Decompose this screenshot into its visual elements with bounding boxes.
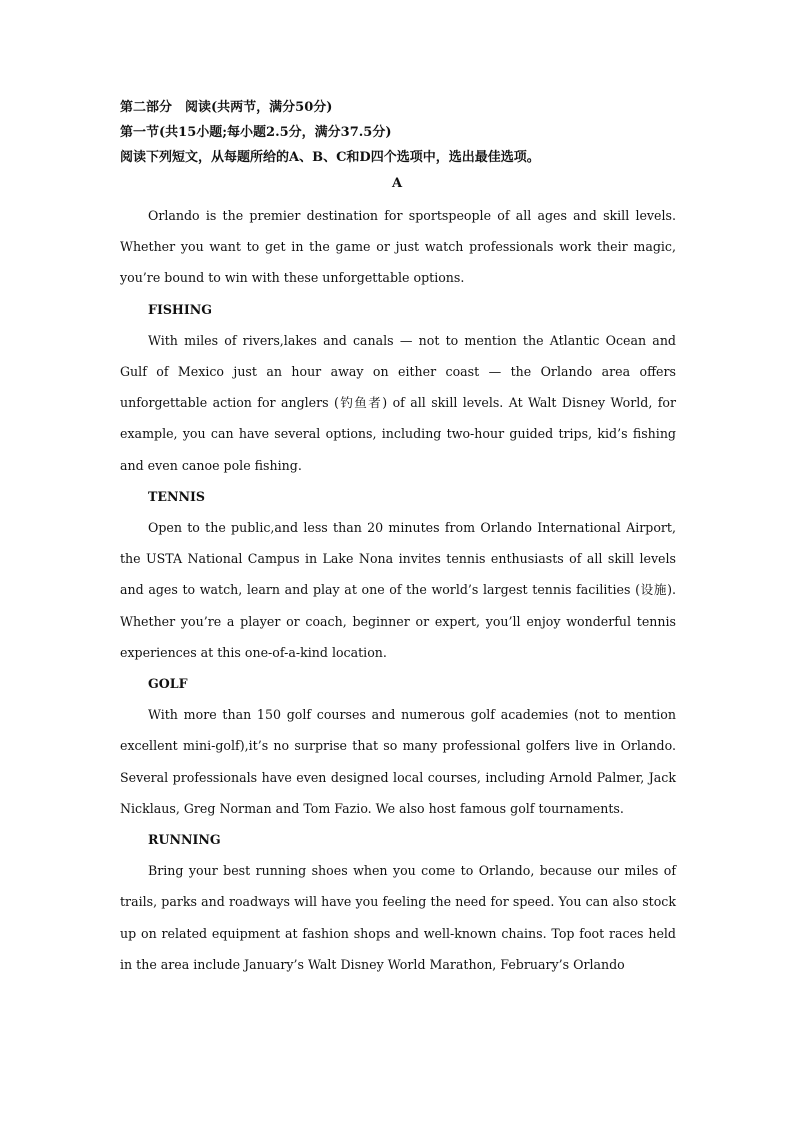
golf-paragraph: With more than 150 golf courses and numerous golf academies (not to mention excellent mini-golf),it’s no surprise that so many professional golfers live in Orlando. Several professionals have even designed local courses, including Arnold Palmer, Jack Nicklaus, Greg Norman and Tom Fazio. We also host famous golf tournaments. bbox=[120, 707, 676, 816]
fishing-heading: FISHING bbox=[148, 301, 212, 317]
passage-label: A bbox=[391, 176, 403, 191]
tennis-paragraph: Open to the public,and less than 20 minutes from Orlando International Airport, the USTA National Campus in Lake Nona invites tennis enthusiasts of all skill levels and ages to watch, learn and play at one of the world’s largest tennis facilities (设施). Whether you’re a player or coach, beginner or expert, you’ll enjoy wonderful tennis experiences at this one-of-a-kind location. bbox=[120, 520, 676, 660]
running-heading: RUNNING bbox=[148, 832, 221, 848]
tennis-heading: TENNIS bbox=[148, 488, 205, 504]
section-heading: 第一节(共15小题;每小题2.5分，满分37.5分) bbox=[120, 125, 392, 140]
running-paragraph: Bring your best running shoes when you come to Orlando, because our miles of trails, parks and roadways will have you feeling the need for speed. You can also stock up on related equipment at fashion shops and well-known chains. Top foot races held in the area include January’s Walt Disney World Marathon, February’s Orlando bbox=[120, 863, 676, 972]
part-heading: 第二部分 阅读(共两节，满分50分) bbox=[120, 100, 333, 115]
intro-paragraph: Orlando is the premier destination for sportspeople of all ages and skill levels. Whether you want to get in the game or just watch professionals work their magic, you’re bound to win with these unforgettable options. bbox=[120, 208, 676, 286]
passage-body bbox=[120, 200, 676, 980]
golf-heading: GOLF bbox=[148, 676, 188, 692]
instructions: 阅读下列短文，从每题所给的A、B、C和D四个选项中，选出最佳选项。 bbox=[120, 150, 540, 165]
fishing-paragraph: With miles of rivers,lakes and canals — not to mention the Atlantic Ocean and Gulf of Mexico just an hour away on either coast — the Orlando area offers unforgettable action for anglers (钓鱼者) of all skill levels. At Walt Disney World, for example, you can have several options, including two-hour guided trips, kid’s fishing and even canoe pole fishing. bbox=[120, 332, 676, 473]
